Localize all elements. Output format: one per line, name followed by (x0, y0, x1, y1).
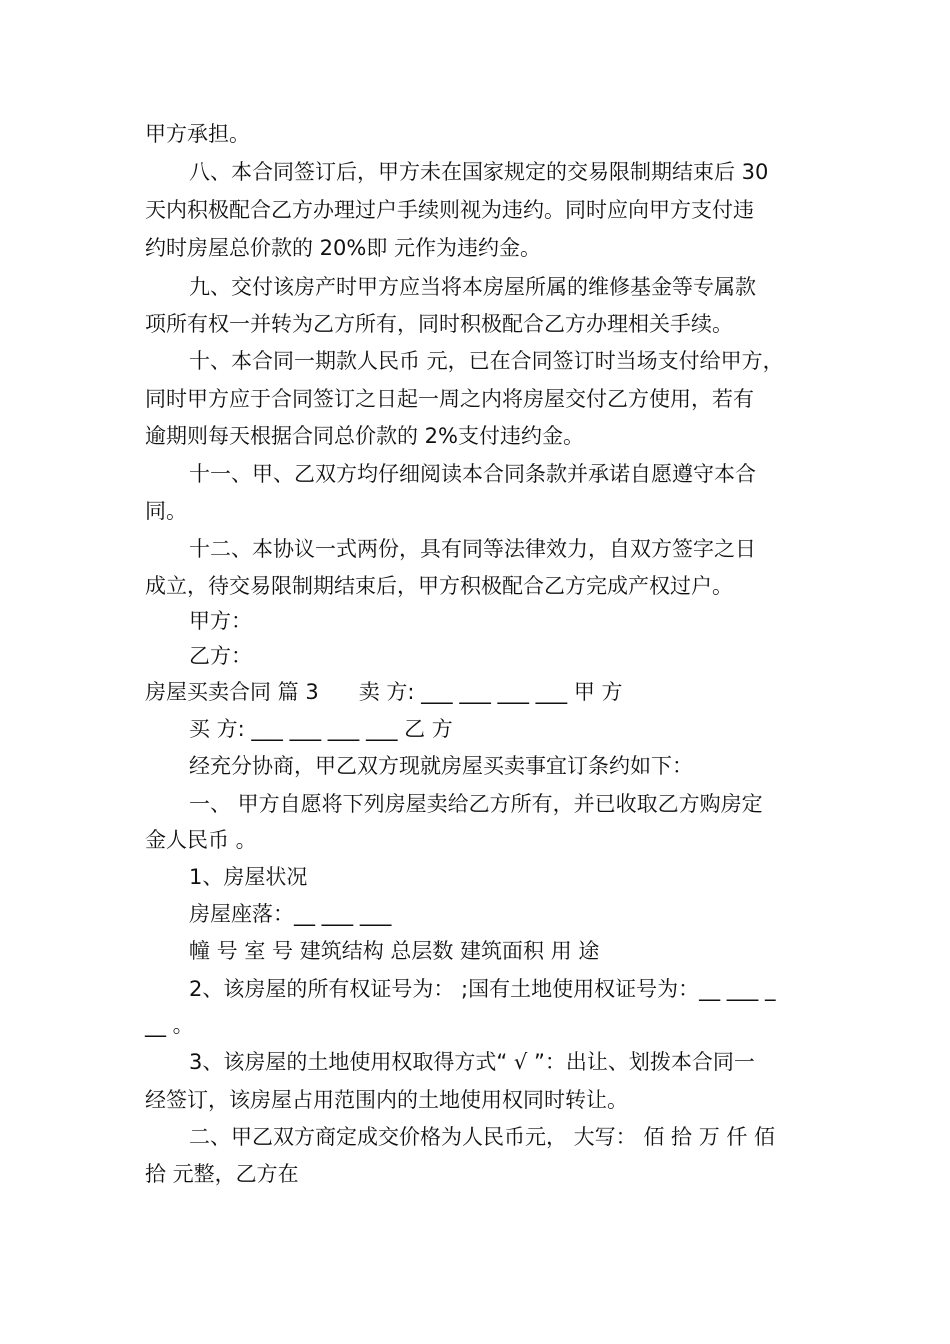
text-line: 经充分协商，甲乙双方现就房屋买卖事宜订条约如下： (189, 754, 693, 778)
text-line: 甲方承担。 (145, 122, 250, 146)
text-line: 八、本合同签订后，甲方未在国家规定的交易限制期结束后 30 (189, 160, 769, 184)
text-line: 2、该房屋的所有权证号为： ;国有土地使用权证号为：__ ___ _ (189, 977, 776, 1001)
text-line: 九、交付该房产时甲方应当将本房屋所属的维修基金等专属款 (189, 275, 756, 299)
text-line: 逾期则每天根据合同总价款的 2%支付违约金。 (145, 424, 584, 448)
text-line: 成立，待交易限制期结束后，甲方积极配合乙方完成产权过户。 (145, 574, 733, 598)
text-line: 十、本合同一期款人民币 元，已在合同签订时当场支付给甲方， (189, 349, 784, 373)
seller-line: 卖 方: ___ ___ ___ ___ 甲 方 (358, 680, 623, 704)
text-line: 经签订，该房屋占用范围内的土地使用权同时转让。 (145, 1088, 628, 1112)
text-line: 项所有权一并转为乙方所有，同时积极配合乙方办理相关手续。 (145, 312, 733, 336)
text-line: 二、甲乙双方商定成交价格为人民币元， 大写： 佰 拾 万 仟 佰 (189, 1125, 776, 1149)
text-line: 1、房屋状况 (189, 865, 308, 889)
text-line: 一、 甲方自愿将下列房屋卖给乙方所有，并已收取乙方购房定 (189, 792, 763, 816)
text-line: 天内积极配合乙方办理过户手续则视为违约。同时应向甲方支付违 (145, 198, 754, 222)
text-line: 约时房屋总价款的 20%即 元作为违约金。 (145, 236, 542, 260)
text-line: 十一、甲、乙双方均仔细阅读本合同条款并承诺自愿遵守本合 (189, 462, 756, 486)
section-heading-line (145, 678, 623, 706)
section-heading: 房屋买卖合同 篇 3 (145, 680, 319, 704)
text-line: 金人民币 。 (145, 828, 257, 852)
text-line: 十二、本协议一式两份，具有同等法律效力，自双方签字之日 (189, 537, 756, 561)
text-line: 同。 (145, 499, 187, 523)
text-line: 3、该房屋的土地使用权取得方式“ √ ”：出让、划拨本合同一 (189, 1050, 755, 1074)
text-line: 幢 号 室 号 建筑结构 总层数 建筑面积 用 途 (189, 939, 600, 963)
buyer-line: 买 方: ___ ___ ___ ___ 乙 方 (189, 717, 453, 741)
text-line: 拾 元整，乙方在 (145, 1162, 299, 1186)
text-line: 房屋座落：__ ___ ___ (189, 902, 392, 926)
signature-party-a: 甲方： (189, 609, 252, 633)
text-line: 同时甲方应于合同签订之日起一周之内将房屋交付乙方使用，若有 (145, 387, 754, 411)
signature-party-b: 乙方： (189, 644, 252, 668)
text-line: __ 。 (145, 1013, 194, 1037)
